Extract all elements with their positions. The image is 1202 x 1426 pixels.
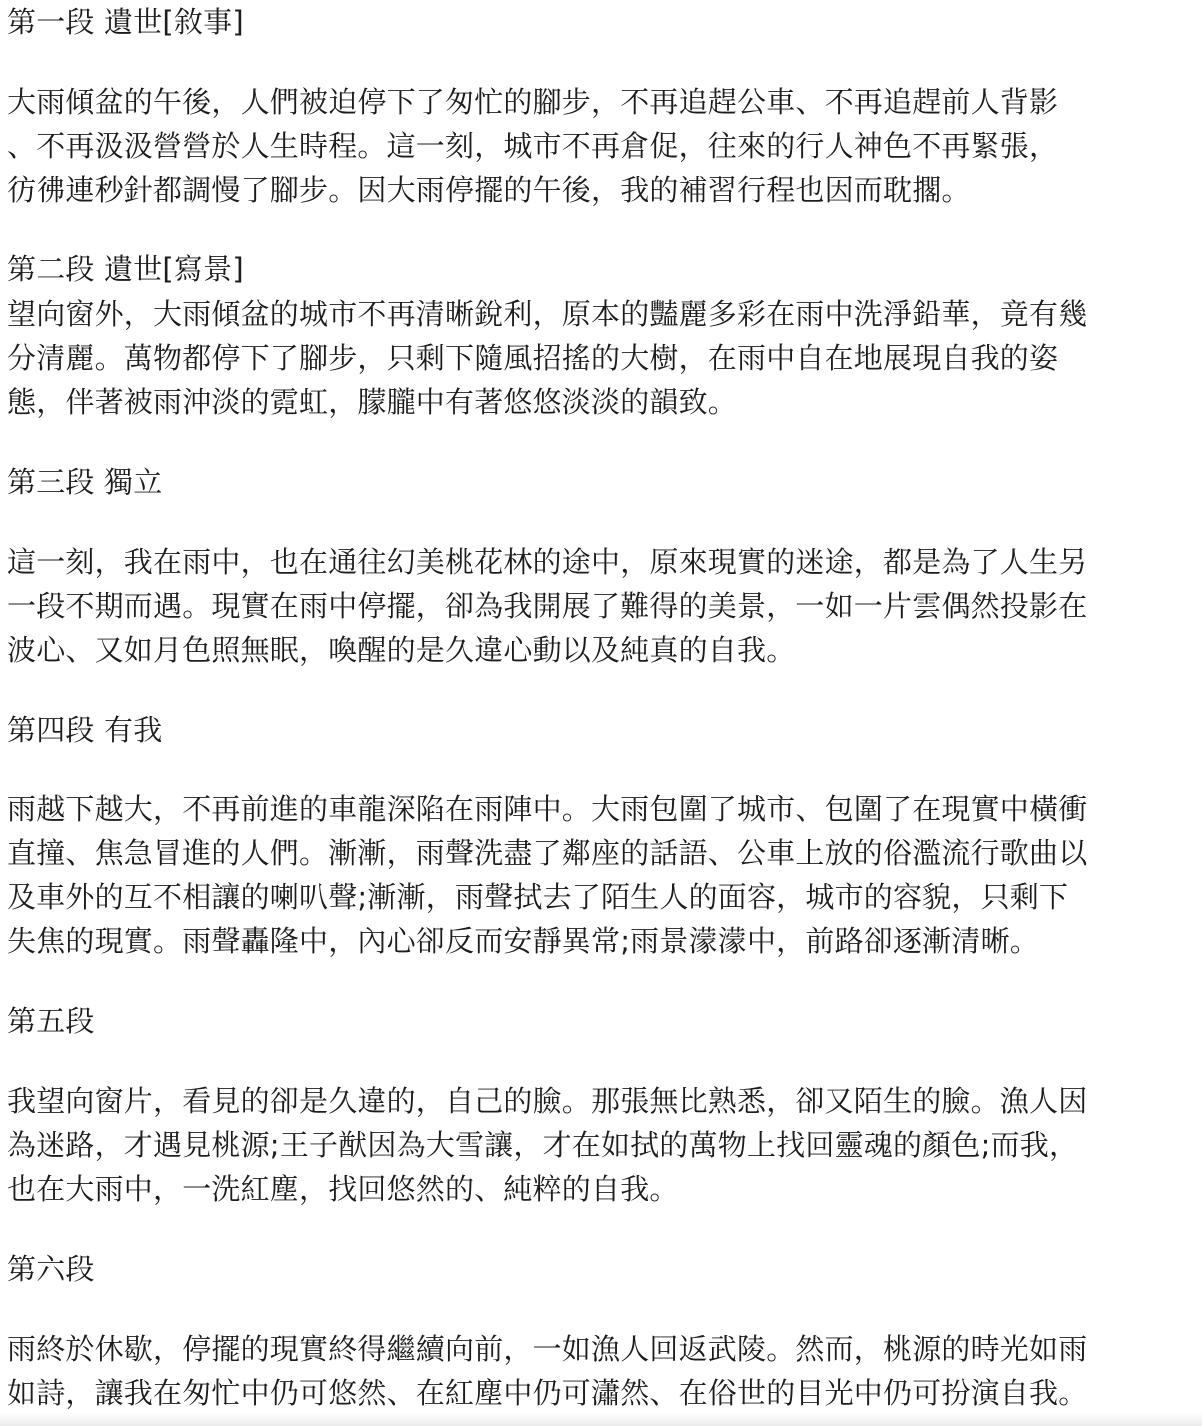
section-2-line-2: 分清麗。萬物都停下了腳步，只剩下隨風招搖的大樹，在雨中自在地展現自我的姿 (7, 341, 1059, 375)
section-5-line-3: 也在大雨中，一洗紅塵，找回悠然的、純粹的自我。 (7, 1172, 679, 1206)
bottom-scroll-fade (0, 1412, 1202, 1426)
section-2-line-3: 態，伴著被雨沖淡的霓虹，朦朧中有著悠悠淡淡的韻致。 (7, 385, 738, 419)
section-5-heading: 第五段 (7, 1004, 95, 1038)
section-3-line-1: 這一刻，我在雨中，也在通往幻美桃花林的途中，原來現實的迷途，都是為了人生另 (7, 545, 1088, 579)
section-6-heading: 第六段 (7, 1252, 95, 1286)
section-1-heading: 第一段 遺世[敘事] (7, 5, 244, 39)
section-1-line-2: 、不再汲汲營營於人生時程。這一刻，城市不再倉促，往來的行人神色不再緊張， (7, 129, 1059, 163)
section-5-line-2: 為迷路，才遇見桃源;王子猷因為大雪讓，才在如拭的萬物上找回靈魂的顏色;而我， (7, 1128, 1079, 1162)
section-4-line-2: 直撞、焦急冒進的人們。漸漸，雨聲洗盡了鄰座的話語、公車上放的俗濫流行歌曲以 (7, 836, 1088, 870)
section-6-line-2: 如詩，讓我在匆忙中仍可悠然、在紅塵中仍可瀟然、在俗世的目光中仍可扮演自我。 (7, 1376, 1088, 1410)
section-3-line-2: 一段不期而遇。現實在雨中停擺，卻為我開展了難得的美景，一如一片雲偶然投影在 (7, 589, 1088, 623)
section-6-line-1: 雨終於休歇，停擺的現實終得繼續向前，一如漁人回返武陵。然而，桃源的時光如雨 (7, 1332, 1088, 1366)
section-3-line-3: 波心、又如月色照無眠，喚醒的是久違心動以及純真的自我。 (7, 633, 796, 667)
section-4-line-1: 雨越下越大，不再前進的車龍深陷在雨陣中。大雨包圍了城市、包圍了在現實中橫衝 (7, 792, 1088, 826)
section-3-heading: 第三段 獨立 (7, 465, 163, 499)
section-5-line-1: 我望向窗片，看見的卻是久違的，自己的臉。那張無比熟悉，卻又陌生的臉。漁人因 (7, 1084, 1088, 1118)
section-4-heading: 第四段 有我 (7, 713, 163, 747)
section-4-line-4: 失焦的現實。雨聲轟隆中，內心卻反而安靜異常;雨景濛濛中，前路卻逐漸清晰。 (7, 924, 1039, 958)
section-2-line-1: 望向窗外，大雨傾盆的城市不再清晰銳利，原本的豔麗多彩在雨中洗淨鉛華，竟有幾 (7, 297, 1088, 331)
section-1-line-1: 大雨傾盆的午後，人們被迫停下了匆忙的腳步，不再追趕公車、不再追趕前人背影 (7, 85, 1059, 119)
section-2-heading: 第二段 遺世[寫景] (7, 252, 244, 286)
section-4-line-3: 及車外的互不相讓的喇叭聲;漸漸，雨聲拭去了陌生人的面容，城市的容貌，只剩下 (7, 880, 1069, 914)
section-1-line-3: 彷彿連秒針都調慢了腳步。因大雨停擺的午後，我的補習行程也因而耽擱。 (7, 173, 971, 207)
